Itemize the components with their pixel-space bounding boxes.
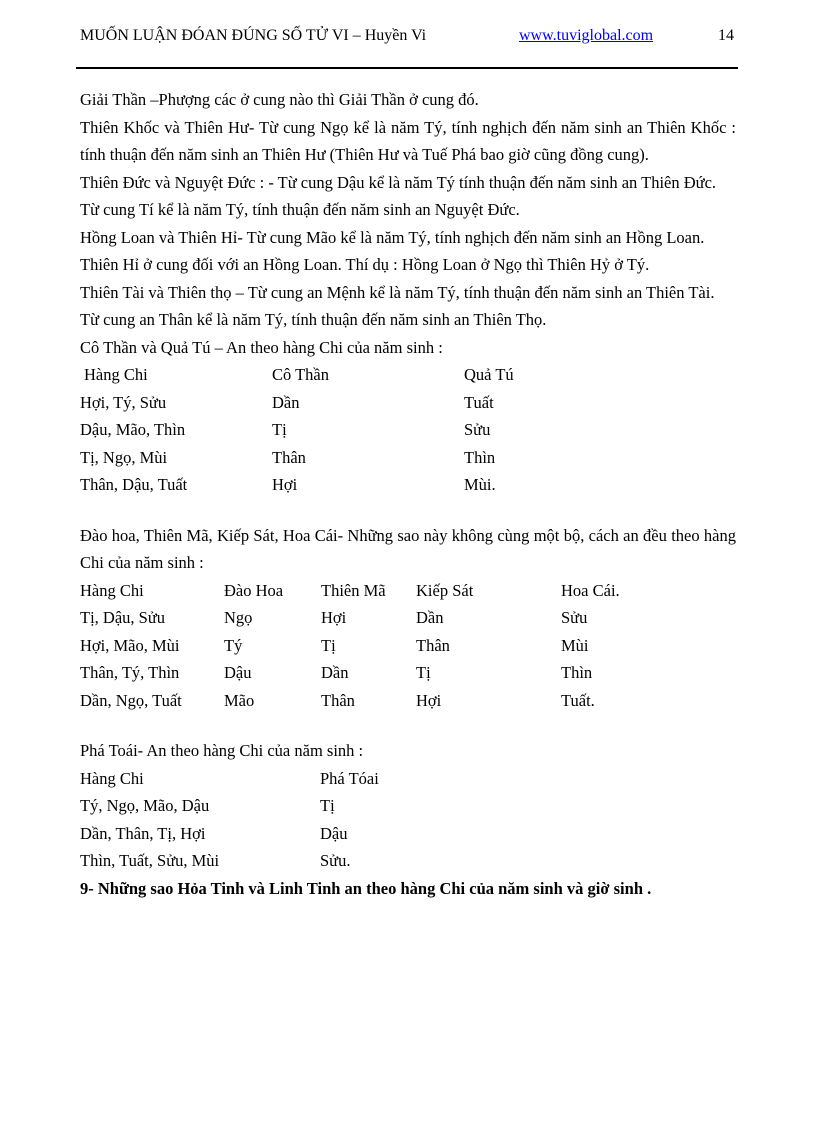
paragraph: Cô Thần và Quả Tú – An theo hàng Chi của năm sinh : (80, 337, 443, 357)
paragraph: Giải Thần –Phượng các ở cung nào thì Giải Thần ở cung đó. (80, 90, 479, 109)
table-header-cell: Quả Tú (464, 365, 514, 384)
table-row (80, 416, 736, 444)
table-cell: Tý, Ngọ, Mão, Dậu (80, 796, 210, 815)
paragraph: Thiên Đức và Nguyệt Đức : - Từ cung Dậu kể là năm Tý tính thuận đến năm sinh an Thiên Đức. (80, 172, 717, 192)
table-cell: Dần (321, 663, 349, 682)
table-header-cell: Hàng Chi (80, 580, 144, 600)
paragraph: Thiên Khốc và Thiên Hư- Từ cung Ngọ kể là năm Tý, tính nghịch đến năm sinh an Thiên Khốc : tính thuận đến năm sinh an Thiên Hư (Thiên Hư và Tuế Phá bao giờ cũng đồng cung). (80, 117, 736, 164)
table-cell: Tị (321, 635, 336, 655)
paragraph: Thiên Hỉ ở cung đối với an Hồng Loan. Thí dụ : Hồng Loan ở Ngọ thì Thiên Hỷ ở Tý. (80, 255, 650, 274)
paragraph: Từ cung Tí kể là năm Tý, tính thuận đến năm sinh an Nguyệt Đức. (80, 200, 520, 219)
table-cell: Mùi. (464, 475, 496, 494)
page-header (80, 27, 738, 51)
table-row (80, 659, 736, 687)
table-row (80, 471, 736, 499)
table-row (80, 820, 736, 848)
table-cell: Mùi (561, 635, 589, 655)
table-cell: Thìn (464, 447, 496, 467)
table-cell: Tuất (464, 392, 494, 412)
document-title: MUỐN LUẬN ĐÓAN ĐÚNG SỐ TỬ VI – Huyền Vi (80, 27, 427, 44)
table-cell: Thân, Dậu, Tuất (80, 475, 188, 494)
table-header-row (80, 765, 736, 793)
table-row (80, 444, 736, 472)
table-header-cell: Hàng Chi (80, 768, 144, 788)
table-cell: Hợi, Tý, Sửu (80, 392, 167, 412)
table-cell: Hợi (416, 690, 442, 710)
spacer (80, 499, 736, 522)
table-cell: Tị, Ngọ, Mùi (80, 447, 168, 467)
table-row (80, 389, 736, 417)
table-cell: Sửu (561, 608, 588, 627)
paragraph: Đào hoa, Thiên Mã, Kiếp Sát, Hoa Cái- Những sao này không cùng một bộ, cách an đều theo hàng Chi của năm sinh : (80, 525, 736, 572)
section-heading: 9- Những sao Hỏa Tinh và Linh Tinh an theo hàng Chi của năm sinh và giờ sinh . (80, 878, 652, 898)
page-body (80, 86, 736, 902)
pha-toai-table (80, 765, 736, 875)
table-header-row (80, 577, 736, 605)
table-cell: Ngọ (224, 608, 253, 627)
table-cell: Mão (224, 690, 255, 710)
table-cell: Tuất. (561, 690, 595, 710)
spacer (80, 714, 736, 737)
table-cell: Dậu (320, 823, 348, 843)
table-cell: Thìn, Tuất, Sửu, Mùi (80, 851, 220, 870)
table-cell: Tý (224, 635, 243, 655)
table-cell: Hợi (272, 475, 298, 494)
co-than-qua-tu-table (80, 361, 736, 499)
table-cell: Dậu (224, 663, 252, 682)
table-cell: Hợi (321, 608, 347, 627)
header-divider (76, 67, 738, 69)
table-cell: Dần, Thân, Tị, Hợi (80, 823, 206, 843)
table-cell: Dậu, Mão, Thìn (80, 420, 186, 439)
paragraph: Phá Toái- An theo hàng Chi của năm sinh : (80, 741, 364, 760)
table-header-cell: Thiên Mã (321, 580, 386, 600)
paragraph: Từ cung an Thân kể là năm Tý, tính thuận đến năm sinh an Thiên Thọ. (80, 310, 547, 329)
table-cell: Tị, Dậu, Sửu (80, 608, 166, 627)
table-header-cell: Hàng Chi (84, 365, 148, 384)
table-header-cell: Hoa Cái. (561, 580, 620, 600)
table-header-cell: Đào Hoa (224, 580, 284, 600)
table-row (80, 847, 736, 875)
table-cell: Tị (416, 663, 431, 682)
table-cell: Thân (272, 447, 306, 467)
table-cell: Thân, Tý, Thìn (80, 663, 180, 682)
table-cell: Thìn (561, 663, 593, 682)
table-cell: Sửu. (320, 851, 351, 870)
table-row (80, 687, 736, 715)
paragraph: Hồng Loan và Thiên Hỉ- Từ cung Mão kể là năm Tý, tính nghịch đến năm sinh an Hồng Loan. (80, 227, 705, 247)
table-cell: Dần (272, 392, 300, 412)
table-cell: Thân (321, 690, 355, 710)
table-cell: Dần, Ngọ, Tuất (80, 690, 182, 710)
table-cell: Tị (320, 796, 335, 815)
page-number: 14 (718, 27, 734, 44)
table-cell: Dần (416, 608, 444, 627)
table-header-cell: Phá Tóai (320, 768, 379, 788)
paragraph: Thiên Tài và Thiên thọ – Từ cung an Mệnh kể là năm Tý, tính thuận đến năm sinh an Thiên Tài. (80, 282, 715, 302)
table-cell: Thân (416, 635, 450, 655)
table-row (80, 632, 736, 660)
dao-hoa-table (80, 577, 736, 715)
website-link[interactable]: www.tuviglobal.com (519, 27, 654, 44)
table-cell: Sửu (464, 420, 491, 439)
table-cell: Hợi, Mão, Mùi (80, 635, 180, 655)
table-header-cell: Kiếp Sát (416, 580, 474, 600)
table-row (80, 604, 736, 632)
table-row (80, 792, 736, 820)
table-header-cell: Cô Thần (272, 365, 329, 384)
table-header-row (80, 361, 736, 389)
table-cell: Tị (272, 420, 287, 439)
